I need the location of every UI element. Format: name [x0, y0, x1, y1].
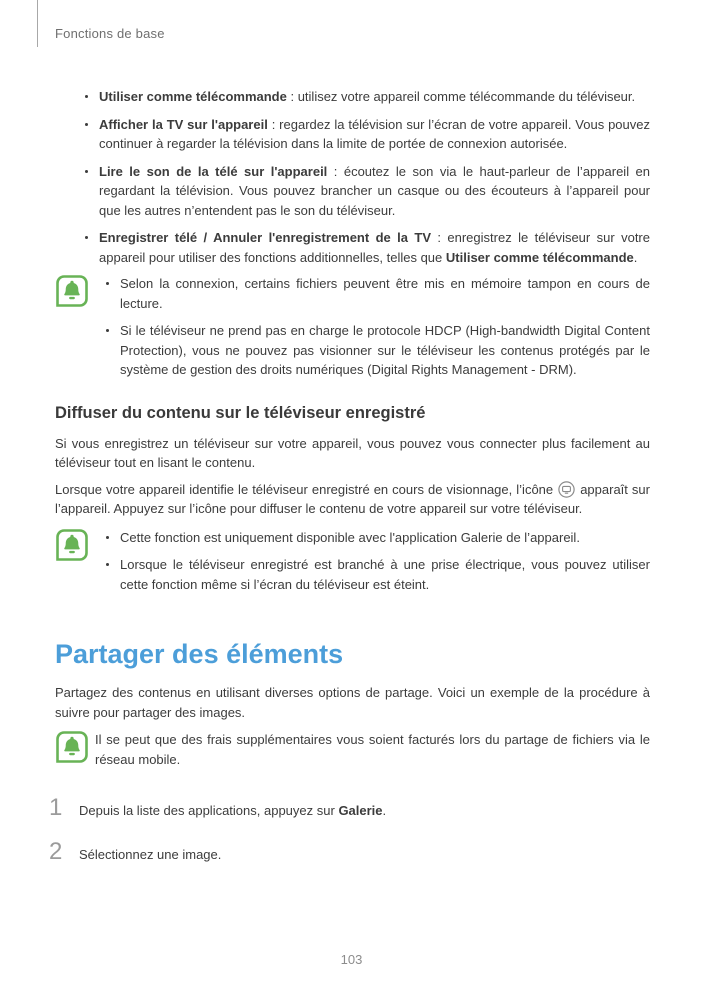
step-item [49, 839, 650, 865]
list-item [55, 87, 650, 107]
feature-desc: : enregistrez le téléviseur sur votre appareil pour utiliser des fonctions additionnelles, telles que [99, 230, 650, 265]
chapter-section-title: Partager des éléments [55, 639, 344, 669]
note-list [105, 274, 650, 380]
step-text-part: Depuis la liste des applications, appuyez sur [79, 803, 339, 818]
note-text: Cette fonction est uniquement disponible avec l'application Galerie de l’appareil. [120, 529, 580, 545]
note-block [55, 274, 650, 380]
list-item [55, 162, 650, 221]
paragraph-text: apparaît sur l’appareil. Appuyez sur l’icône pour diffuser le contenu de votre appareil sur votre téléviseur. [55, 481, 650, 516]
note-body [105, 274, 650, 380]
page-header [0, 0, 703, 47]
note-text: Lorsque le téléviseur enregistré est branché à une prise électrique, vous pouvez utiliser cette fonction même si l’écran du téléviseur est éteint. [120, 557, 650, 592]
bell-icon [55, 730, 89, 764]
step-text-bold: Galerie [338, 803, 383, 818]
paragraph [55, 480, 650, 519]
feature-label: Enregistrer télé / Annuler l'enregistrement de la TV [99, 230, 431, 245]
step-list [49, 795, 650, 865]
note-text: Il se peut que des frais supplémentaires vous soient facturés lors du partage de fichiers via le réseau mobile. [95, 732, 650, 767]
note-item [105, 555, 650, 594]
feature-label: Lire le son de la télé sur l'appareil [99, 163, 328, 179]
section-heading: Diffuser du contenu sur le téléviseur enregistré [55, 403, 426, 422]
feature-list [55, 87, 650, 267]
feature-desc-bold: Utiliser comme télécommande [445, 249, 634, 265]
step-text [79, 801, 386, 821]
note-item [105, 528, 650, 548]
header-rule [37, 0, 38, 47]
note-item [105, 274, 650, 313]
paragraph-text: Lorsque votre appareil identifie le téléviseur enregistré en cours de visionnage, l’icône [55, 481, 558, 497]
list-item [55, 228, 650, 267]
paragraph: Partagez des contenus en utilisant diverses options de partage. Voici un exemple de la procédure à suivre pour partager des images. [55, 685, 650, 720]
feature-label: Afficher la TV sur l'appareil [99, 116, 268, 132]
bell-icon [55, 528, 89, 562]
page-number: 103 [340, 952, 363, 967]
bell-icon [55, 274, 89, 308]
note-text: Si le téléviseur ne prend pas en charge le protocole HDCP (High-bandwidth Digital Content Protection), vous ne pouvez pas visionner sur le téléviseur les contenus protégés par le système de gestion des droits numériques (Digital Rights Management - DRM). [120, 323, 650, 377]
feature-desc: : utilisez votre appareil comme télécommande du téléviseur. [286, 89, 636, 104]
step-text-part: . [382, 803, 387, 818]
feature-label: Utiliser comme télécommande [99, 89, 287, 104]
page-content [49, 87, 651, 865]
step-number: 2 [49, 838, 63, 865]
paragraph: Si vous enregistrez un téléviseur sur votre appareil, vous pouvez vous connecter plus facilement au téléviseur tout en lisant le contenu. [55, 435, 650, 470]
feature-desc: : regardez la télévision sur l’écran de votre appareil. Vous pouvez continuer à regarder la télévision dans la limite de portée de connexion autorisée. [99, 116, 650, 151]
note-item [105, 321, 650, 380]
step-text-part: Sélectionnez une image. [79, 847, 222, 862]
step-text [79, 845, 221, 865]
note-text: Selon la connexion, certains fichiers peuvent être mis en mémoire tampon en cours de lecture. [120, 276, 650, 311]
note-block [55, 730, 650, 769]
note-block [55, 528, 650, 595]
feature-desc: : écoutez le son via le haut-parleur de l’appareil en regardant la télévision. Vous pouvez brancher un casque ou des écouteurs à l’appareil pour que les autres n’entendent pas le son du téléviseur. [99, 163, 651, 218]
feature-desc-end: . [633, 249, 638, 265]
note-body [95, 730, 650, 769]
note-body [105, 528, 650, 595]
step-item [49, 795, 650, 821]
note-list [105, 528, 650, 595]
step-number: 1 [49, 794, 63, 821]
screen-mirroring-icon [558, 481, 575, 498]
list-item [55, 115, 650, 154]
chapter-title: Fonctions de base [55, 26, 165, 41]
